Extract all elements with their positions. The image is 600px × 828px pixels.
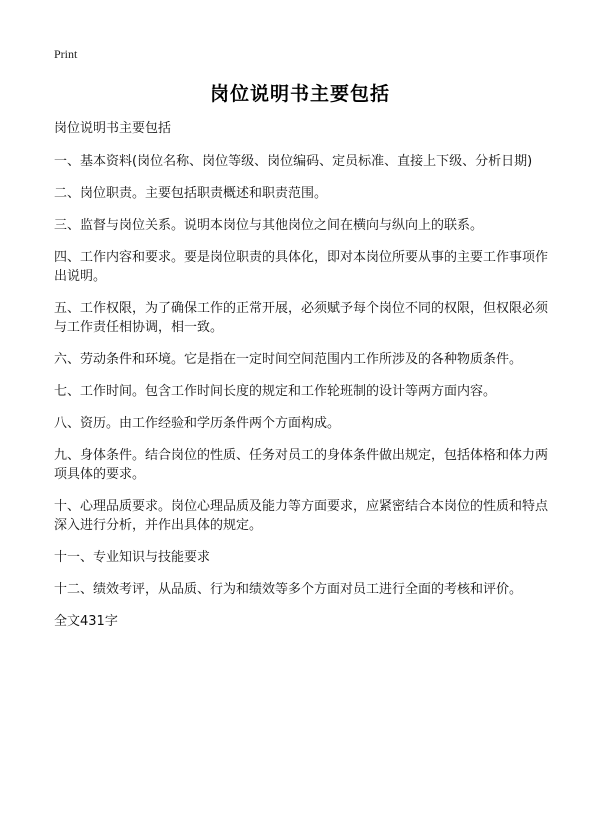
document-subtitle: 岗位说明书主要包括 xyxy=(54,121,172,136)
list-item-basic-info: 一、基本资料(岗位名称、岗位等级、岗位编码、定员标准、直接上下级、分析日期) xyxy=(54,154,533,169)
list-item-psychological: 十、心理品质要求。岗位心理品质及能力等方面要求，应紧密结合本岗位的性质和特点深入进行分析，并作出具体的规定。 xyxy=(54,499,549,533)
list-item-physical: 九、身体条件。结合岗位的性质、任务对员工的身体条件做出规定，包括体格和体力两项具体的要求。 xyxy=(54,448,549,482)
list-item-work-time: 七、工作时间。包含工作时间长度的规定和工作轮班制的设计等两方面内容。 xyxy=(54,384,497,399)
list-item-responsibilities: 二、岗位职责。主要包括职责概述和职责范围。 xyxy=(54,186,328,201)
word-count: 全文431字 xyxy=(54,614,118,629)
document-body xyxy=(54,119,554,644)
list-item-qualifications: 八、资历。由工作经验和学历条件两个方面构成。 xyxy=(54,416,341,431)
list-item-performance: 十二、绩效考评，从品质、行为和绩效等多个方面对员工进行全面的考核和评价。 xyxy=(54,582,523,597)
list-item-skills: 十一、专业知识与技能要求 xyxy=(54,550,211,565)
list-item-work-content: 四、工作内容和要求。要是岗位职责的具体化，即对本岗位所要从事的主要工作事项作出说明。 xyxy=(54,250,549,284)
list-item-conditions: 六、劳动条件和环境。它是指在一定时间空间范围内工作所涉及的各种物质条件。 xyxy=(54,352,523,367)
list-item-supervision: 三、监督与岗位关系。说明本岗位与其他岗位之间在横向与纵向上的联系。 xyxy=(54,218,484,233)
print-link[interactable]: Print xyxy=(54,47,78,61)
page-title: 岗位说明书主要包括 xyxy=(209,83,390,105)
list-item-authority: 五、工作权限，为了确保工作的正常开展，必须赋予每个岗位不同的权限，但权限必须与工作责任相协调，相一致。 xyxy=(54,301,549,335)
